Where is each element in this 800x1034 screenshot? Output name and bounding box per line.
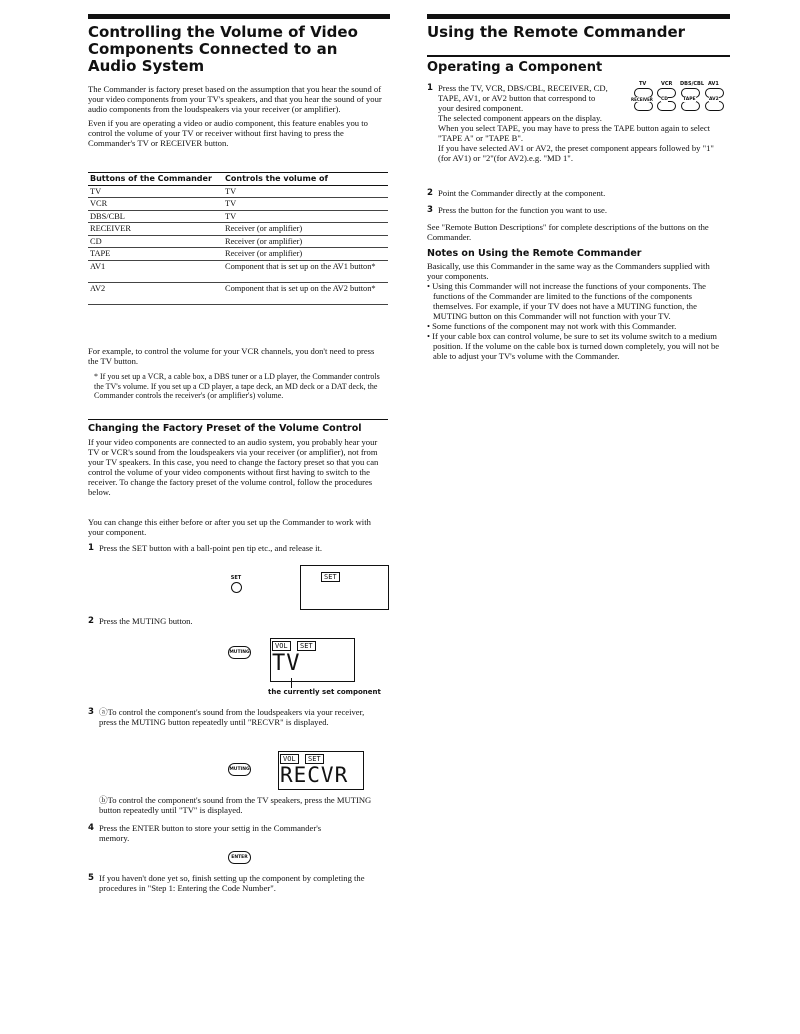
- right-section-title: Operating a Component: [427, 60, 603, 75]
- see-descriptions: See "Remote Button Descriptions" for complete descriptions of the buttons on the Commander.: [427, 222, 709, 242]
- table-cell: Component that is set up on the AV1 button*: [223, 260, 388, 282]
- table-row: [88, 223, 388, 236]
- set-button-circle: [231, 582, 242, 593]
- button-label-cd: CD: [661, 97, 669, 102]
- example-text: For example, to control the volume for your VCR channels, you don't need to press the TV button.: [88, 346, 375, 366]
- note-item: • Using this Commander will not increase the functions of your components. The functions of the Commander are limited to the functions of the components themselves. For example, if your TV does not have a MUTING function, the MUTING button on this Commander will not function with your TV.: [427, 281, 706, 321]
- right-top-bar: [427, 14, 730, 19]
- button-label-receiver: RECEIVER: [631, 97, 653, 102]
- table-cell: TV: [223, 210, 388, 223]
- lcd-vol-tag: VOL: [280, 754, 299, 764]
- table-row: [88, 260, 388, 282]
- table-cell: TV: [88, 185, 223, 198]
- lcd-tv-text: TV: [272, 651, 301, 676]
- sub-paragraph-2: You can change this either before or after you set up the Commander to work with your component.: [88, 517, 371, 537]
- right-step-1-body: [438, 83, 727, 163]
- table-cell: Receiver (or amplifier): [223, 248, 388, 261]
- step-number: 2: [88, 616, 94, 626]
- table-cell: AV2: [88, 282, 223, 304]
- step-4: [88, 823, 348, 843]
- note-item: • If your cable box can control volume, be sure to set its volume switch to a medium position. If the volume on the cable box is turned down completely, you will not be able to adjust your TV's volume with the Commander.: [427, 331, 720, 361]
- table-row: [88, 248, 388, 261]
- left-intro: [88, 84, 388, 148]
- right-step-1a: Press the TV, VCR, DBS/CBL, RECEIVER, CD, TAPE, AV1, or AV2 button that correspond to your desired component.: [438, 83, 608, 113]
- right-step-3: [427, 205, 727, 215]
- notes-title: Notes on Using the Remote Commander: [427, 248, 642, 259]
- right-step-1: [427, 83, 727, 163]
- step-5: [88, 873, 378, 893]
- table-header-row: [88, 173, 388, 185]
- lcd-recvr-text: RECVR: [280, 763, 349, 787]
- table-header-controls: Controls the volume of: [223, 173, 388, 185]
- step-3a: [88, 707, 378, 727]
- left-title: Controlling the Volume of Video Components Connected to an Audio System: [88, 23, 358, 75]
- step-1: [88, 543, 388, 553]
- table-row: [88, 235, 388, 248]
- notes-body: [427, 261, 727, 361]
- right-step-1b: The selected component appears on the display.: [438, 113, 602, 123]
- right-step-1c: When you select TAPE, you may have to press the TAPE button again to select "TAPE A" or "TAPE B".: [438, 123, 711, 143]
- table-row: [88, 185, 388, 198]
- intro-paragraph-1: The Commander is factory preset based on the assumption that you hear the sound of your video components from your TV's speakers, and that you hear the sound of your audio components from the loudspeakers via your receiver (or amplifier).: [88, 84, 382, 114]
- footnote-text: * If you set up a VCR, a cable box, a DBS tuner or a LD player, the Commander controls the TV's volume. If you set up a CD player, a tape deck, an MD deck or a DAT deck, the Commander controls the receiver's (or amplifier's) volume.: [94, 372, 380, 400]
- step-text: ⓑTo control the component's sound from the TV speakers, press the MUTING button repeatedly until "TV" is displayed.: [99, 795, 372, 815]
- step-number: 2: [427, 188, 433, 198]
- set-button-label: SET: [230, 575, 242, 581]
- table-cell: DBS/CBL: [88, 210, 223, 223]
- table-cell: AV1: [88, 260, 223, 282]
- right-step-1d: If you have selected AV1 or AV2, the preset component appears followed by "1" (for AV1) or "2"(for AV2).e.g. "MD 1".: [438, 143, 714, 163]
- note-item: • Some functions of the component may not work with this Commander.: [427, 321, 677, 331]
- button-label-av1: AV1: [708, 81, 719, 87]
- table-row: [88, 210, 388, 223]
- step-number: 4: [88, 823, 94, 833]
- muting-button-icon: MUTING: [228, 763, 251, 776]
- sub-section-title: Changing the Factory Preset of the Volume Control: [88, 423, 362, 434]
- lcd-display-recvr: [278, 751, 364, 790]
- right-step-2: [427, 188, 727, 198]
- volume-table: [88, 173, 388, 305]
- table-header-buttons: Buttons of the Commander: [88, 173, 223, 185]
- muting-button-icon: MUTING: [228, 646, 251, 659]
- table-cell: VCR: [88, 198, 223, 211]
- step-number: 5: [88, 873, 94, 883]
- step-number: [88, 795, 99, 815]
- step-text: Point the Commander directly at the component.: [438, 188, 606, 198]
- button-label-dbscbl: DBS/CBL: [680, 81, 705, 87]
- button-label-vcr: VCR: [661, 81, 673, 87]
- button-label-av2: AV2: [709, 97, 719, 102]
- lcd-vol-tag: VOL: [272, 641, 291, 651]
- table-row: [88, 198, 388, 211]
- table-cell: Receiver (or amplifier): [223, 223, 388, 236]
- step-text: Press the button for the function you want to use.: [438, 205, 607, 215]
- table-cell: TV: [223, 185, 388, 198]
- button-label-tape: TAPE: [683, 97, 696, 102]
- step-text: ⓐTo control the component's sound from the loudspeakers via your receiver, press the MUTING button repeatedly until "RECVR" is displayed.: [99, 707, 365, 727]
- lcd-display-set: [300, 565, 389, 610]
- table-cell: RECEIVER: [88, 223, 223, 236]
- step-text: If you haven't done yet so, finish setting up the component by completing the procedures in "Step 1: Entering the Code Number".: [99, 873, 365, 893]
- lcd-set-tag: SET: [321, 572, 340, 582]
- step-text: Press the SET button with a ball-point pen tip etc., and release it.: [99, 543, 322, 553]
- table-cell: TAPE: [88, 248, 223, 261]
- table-cell: Receiver (or amplifier): [223, 235, 388, 248]
- step-number: 3: [427, 205, 433, 215]
- figure-caption: the currently set component: [268, 688, 381, 696]
- left-top-bar: [88, 14, 390, 19]
- step-number: 1: [88, 543, 94, 553]
- table-row: [88, 282, 388, 304]
- table-cell: CD: [88, 235, 223, 248]
- lcd-display-tv: [270, 638, 355, 682]
- step-2: [88, 616, 388, 626]
- right-section-rule: [427, 55, 730, 57]
- table-cell: Component that is set up on the AV2 button*: [223, 282, 388, 304]
- step-number: 1: [427, 83, 433, 93]
- set-button-icon: [228, 575, 244, 593]
- button-label-tv: TV: [639, 81, 647, 87]
- enter-button-icon: ENTER: [228, 851, 251, 864]
- step-text: Press the MUTING button.: [99, 616, 193, 626]
- table-cell: TV: [223, 198, 388, 211]
- notes-intro: Basically, use this Commander in the same way as the Commanders supplied with your components.: [427, 261, 710, 281]
- right-title: Using the Remote Commander: [427, 23, 686, 41]
- sub-section-rule: [88, 419, 388, 420]
- step-text: Press the ENTER button to store your settig in the Commander's memory.: [99, 823, 322, 843]
- sub-paragraph-1: If your video components are connected to an audio system, you probably hear your TV or VCR's sound from the loudspeakers via your receiver (or amplifier), not from your TV speakers. In this case, you need to change the factory preset so that you can control the volume of your video components without first having to switch to the receiver. To change the factory preset of the volume control, follow the procedures below.: [88, 437, 379, 497]
- step-number: 3: [88, 707, 94, 717]
- lcd-set-tag: SET: [305, 754, 324, 764]
- step-3b: [88, 795, 388, 815]
- intro-paragraph-2: Even if you are operating a video or audio component, this feature enables you to control the volume of your TV or receiver without first having to press the Commander's TV or RECEIVER button.: [88, 118, 368, 148]
- lcd-set-tag: SET: [297, 641, 316, 651]
- caption-pointer: [291, 678, 292, 688]
- volume-table-wrap: [88, 172, 388, 305]
